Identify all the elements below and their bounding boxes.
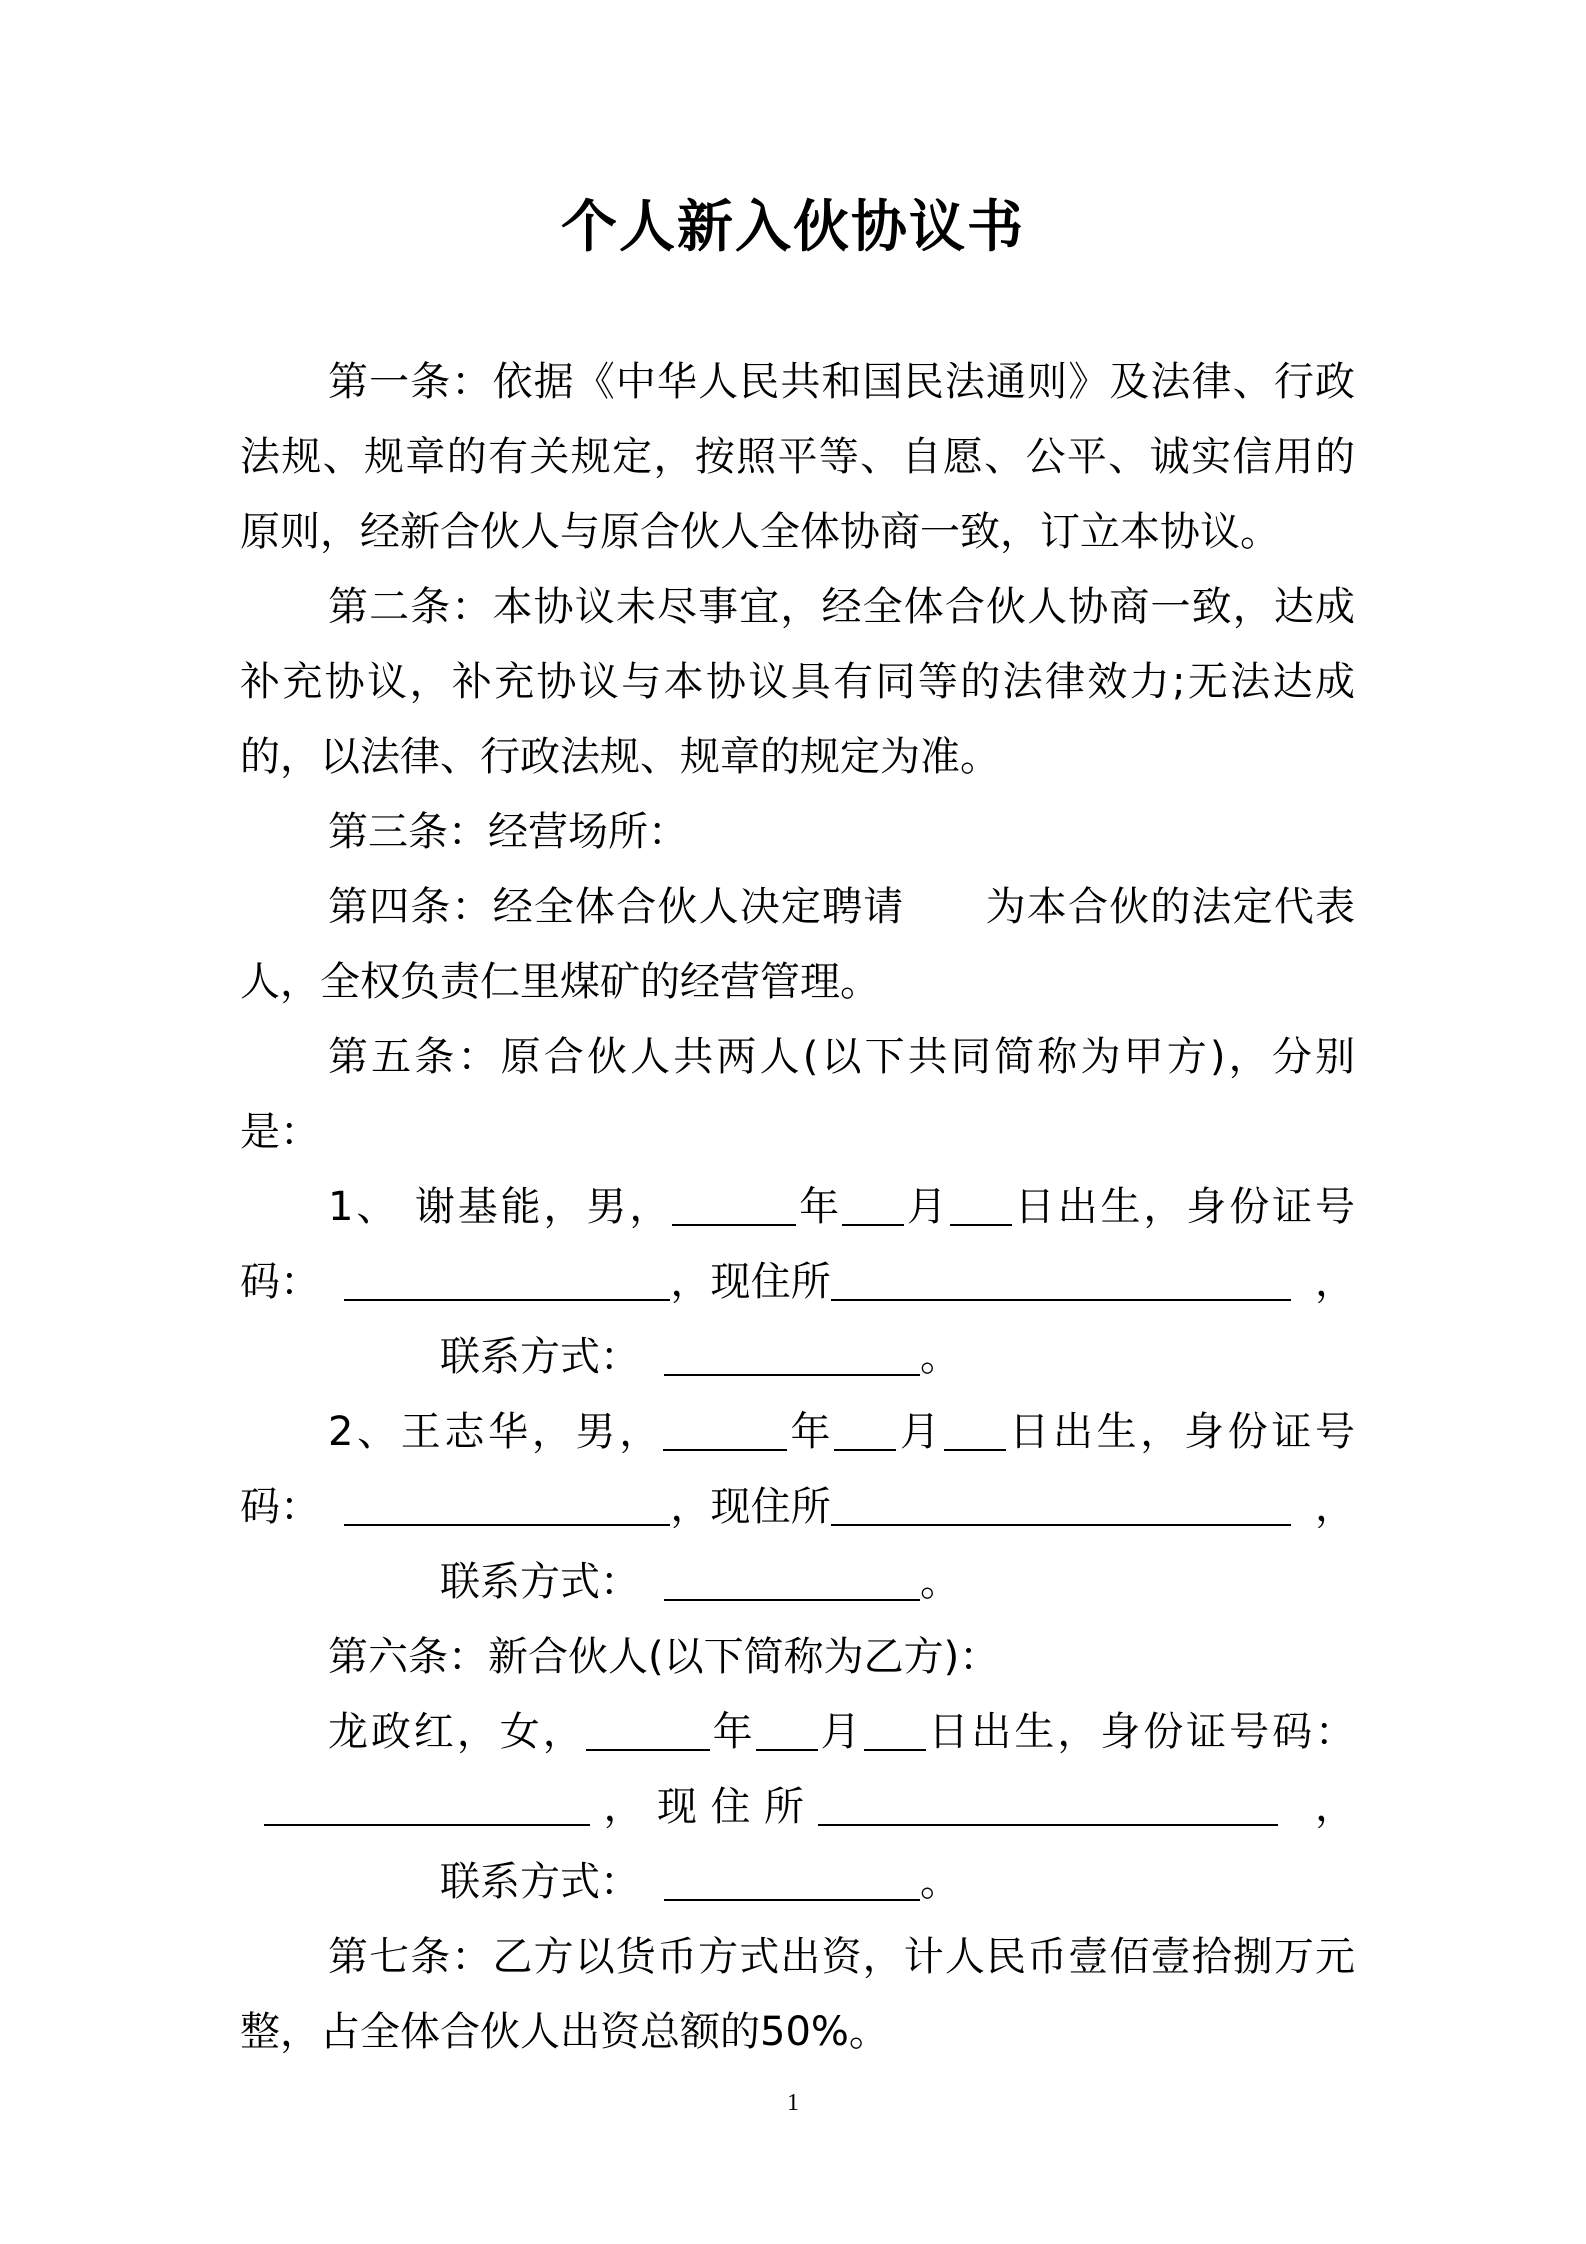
birth-year-blank [663, 1413, 787, 1451]
birth-day-blank [864, 1713, 926, 1751]
year-label: 年 [786, 1409, 835, 1455]
id-number-blank [264, 1788, 590, 1826]
contact-label: 联系方式： [440, 1334, 640, 1380]
partner-1-intro: 1、 谢基能，男， [328, 1184, 673, 1230]
birth-day-blank [950, 1188, 1012, 1226]
article-2: 第二条：本协议未尽事宜，经全体合伙人协商一致，达成补充协议，补充协议与本协议具有同等的法律效力;无法达成的，以法律、行政法规、规章的规定为准。 [240, 584, 1355, 780]
birth-year-blank [586, 1713, 710, 1751]
residence-blank [818, 1788, 1278, 1826]
birth-year-blank [672, 1188, 796, 1226]
id-number-blank [344, 1488, 670, 1526]
period: 。 [920, 1859, 960, 1905]
article-4-suffix: 为本合伙的法定代表人，全权负责仁里煤矿的经营管理。 [240, 884, 1356, 1005]
article-3: 第三条：经营场所： [328, 809, 688, 855]
month-label: 月 [817, 1709, 864, 1755]
birth-day-blank [944, 1413, 1006, 1451]
day-id-label: 日出生，身份证号码： [240, 1409, 1356, 1530]
document-title: 个人新入伙协议书 [561, 195, 1025, 260]
article-1: 第一条：依据《中华人民共和国民法通则》及法律、行政法规、规章的有关规定，按照平等、自愿、公平、诚实信用的原则，经新合伙人与原合伙人全体协商一致，订立本协议。 [240, 359, 1355, 555]
month-label: 月 [904, 1184, 950, 1230]
month-label: 月 [896, 1409, 944, 1455]
new-partner-entry [240, 1695, 1355, 1920]
id-number-blank [344, 1263, 670, 1301]
day-id-label: 日出生，身份证号码： [240, 1184, 1356, 1305]
page-number: 1 [787, 2090, 799, 2116]
residence-label: ，现住所 [670, 1484, 831, 1530]
partner-2-intro: 2、王志华，男， [328, 1409, 663, 1455]
comma: ， [1314, 1484, 1355, 1530]
partner-2-entry [240, 1395, 1355, 1620]
residence-label: ，现住所 [590, 1784, 818, 1830]
birth-month-blank [756, 1713, 818, 1751]
article-4-prefix: 第四条：经全体合伙人决定聘请 [328, 884, 905, 930]
contact-blank [664, 1563, 920, 1601]
year-label: 年 [796, 1184, 843, 1230]
residence-label: ，现住所 [670, 1259, 831, 1305]
partner-1-entry [240, 1170, 1355, 1395]
contact-blank [664, 1338, 920, 1376]
article-6: 第六条：新合伙人(以下简称为乙方)： [328, 1634, 1000, 1680]
comma: ， [1301, 1784, 1355, 1830]
residence-blank [831, 1488, 1291, 1526]
comma: ， [1314, 1259, 1355, 1305]
birth-month-blank [842, 1188, 904, 1226]
year-label: 年 [709, 1709, 756, 1755]
article-4 [240, 870, 1355, 1020]
birth-month-blank [834, 1413, 896, 1451]
day-id-label: 日出生，身份证号码： [925, 1709, 1356, 1755]
residence-blank [831, 1263, 1291, 1301]
period: 。 [920, 1334, 960, 1380]
contact-blank [664, 1863, 920, 1901]
contact-label: 联系方式： [440, 1859, 640, 1905]
contact-label: 联系方式： [440, 1559, 640, 1605]
new-partner-intro: 龙政红，女， [328, 1709, 586, 1755]
article-5: 第五条：原合伙人共两人(以下共同简称为甲方)，分别是： [240, 1034, 1355, 1155]
article-7: 第七条：乙方以货币方式出资，计人民币壹佰壹拾捌万元整，占全体合伙人出资总额的50%。 [240, 1934, 1355, 2055]
document-body [240, 345, 1355, 2070]
period: 。 [920, 1559, 960, 1605]
